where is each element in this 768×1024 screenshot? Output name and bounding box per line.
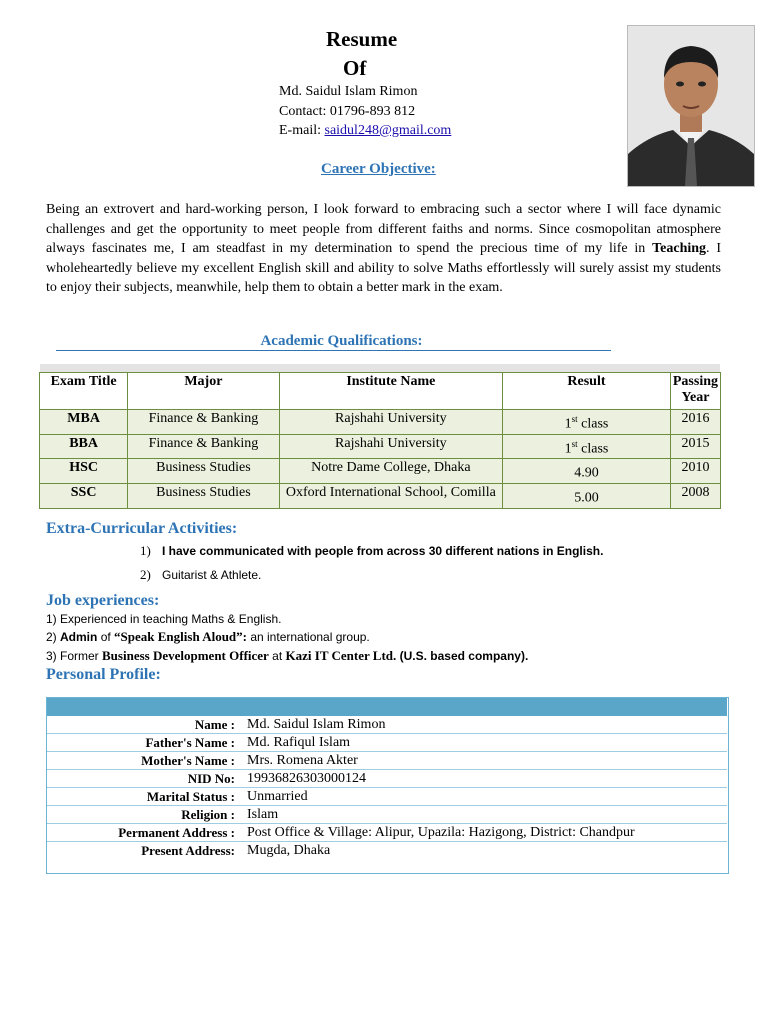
profile-label: Father's Name : [47, 734, 241, 752]
profile-value: Md. Saidul Islam Rimon [241, 716, 727, 734]
profile-label: Religion : [47, 806, 241, 824]
result-suffix: st [571, 438, 578, 449]
profile-label: NID No: [47, 770, 241, 788]
profile-value: Islam [241, 806, 727, 824]
job-line-2-of: of [97, 630, 115, 644]
result-class: class [577, 441, 609, 457]
academic-row [40, 410, 721, 435]
career-text-1: Being an extrovert and hard-working person, I look forward to embracing such a sector where I will face dynamic challenges and get the opportunity to meet people from different faiths and norms. Since cosmopolitan atmosphere always fascinates me, I am steadfast in my determination to spend the precious time of my life in [46, 202, 721, 256]
job-line-2-desc: an international group. [247, 630, 370, 644]
extra-curricular-heading: Extra-Curricular Activities: [46, 520, 238, 537]
career-objective-heading [320, 160, 435, 178]
job-line-2-org: “Speak English Aloud”: [114, 629, 247, 644]
profile-row [47, 788, 727, 806]
result-value: 1 [564, 441, 572, 457]
profile-value: Post Office & Village: Alipur, Upazila: Hazigong, District: Chandpur [241, 824, 727, 842]
resume-title-of: Of [343, 56, 367, 80]
email-link[interactable]: saidul248@gmail.com [324, 123, 452, 138]
job-line-3-at: at [268, 649, 286, 663]
academic-table-bar [40, 364, 720, 372]
col-result: Result [503, 373, 671, 410]
profile-row [47, 842, 727, 860]
job-line-3-company: Kazi IT Center Ltd. [285, 648, 397, 663]
academic-row [40, 459, 721, 484]
result-value: 1 [564, 416, 572, 432]
cell-institute: Rajshahi University [279, 410, 502, 435]
job-line-3-note: (U.S. based company). [396, 649, 529, 663]
job-line-1: 1) Experienced in teaching Maths & English. [46, 612, 282, 626]
cell-exam-title: HSC [40, 459, 128, 484]
cell-major: Finance & Banking [128, 434, 279, 459]
profile-value: 19936826303000124 [241, 770, 727, 788]
profile-label: Present Address: [141, 843, 235, 858]
profile-label: Permanent Address : [47, 824, 241, 842]
profile-value: Unmarried [241, 788, 727, 806]
career-text-2: . I wholeheartedly believe my excellent English skill and ability to solve Maths effortlessly will surely assist my students to enjoy their subjects, meanwhile, help them to obtain a better mark in the exam. [46, 241, 721, 295]
career-objective-heading-text: Career Objective: [321, 161, 436, 177]
personal-profile-header-bar [47, 698, 727, 716]
result-class: class [577, 416, 609, 432]
cell-institute: Notre Dame College, Dhaka [279, 459, 502, 484]
personal-profile-heading: Personal Profile: [46, 666, 161, 683]
cell-major: Finance & Banking [128, 410, 279, 435]
career-objective-paragraph [46, 200, 721, 298]
cell-exam-title: MBA [40, 410, 128, 435]
col-exam-title: Exam Title [40, 373, 128, 410]
job-line-2-role: Admin [60, 630, 98, 644]
cell-passing-year: 2016 [670, 410, 720, 435]
cell-major: Business Studies [128, 483, 279, 508]
academic-heading-text: Academic Qualifications: [260, 333, 423, 349]
result-suffix: st [571, 414, 578, 424]
profile-row [47, 752, 727, 770]
job-line-3-prefix: 3) Former [46, 649, 103, 663]
resume-title: Resume [326, 27, 398, 51]
contact-phone: Contact: 01796-893 812 [279, 104, 416, 119]
col-institute: Institute Name [279, 373, 502, 410]
academic-row [40, 483, 721, 508]
profile-row [47, 734, 727, 752]
job-line-3-role: Business Development Officer [102, 648, 269, 663]
result-value: 5.00 [574, 490, 599, 506]
col-passing-year: Passing Year [670, 373, 720, 410]
cell-major: Business Studies [128, 459, 279, 484]
extra-item-2-text: Guitarist & Athlete. [162, 568, 262, 582]
col-major: Major [128, 373, 279, 410]
cell-institute: Oxford International School, Comilla [279, 483, 502, 508]
extra-item-2-num: 2) [140, 567, 151, 582]
cell-passing-year: 2015 [670, 434, 720, 459]
personal-profile-table [47, 716, 727, 859]
cell-exam-title: BBA [40, 434, 128, 459]
academic-table [39, 372, 721, 509]
academic-row [40, 434, 721, 459]
cell-passing-year: 2008 [670, 483, 720, 508]
profile-label: Name : [47, 716, 241, 734]
contact-email-line [279, 123, 451, 139]
cell-institute: Rajshahi University [279, 434, 502, 459]
cell-result [503, 459, 671, 484]
profile-photo [627, 25, 755, 187]
extra-item-1 [140, 543, 603, 559]
email-label: E-mail: [279, 123, 325, 138]
profile-label: Marital Status : [47, 788, 241, 806]
extra-item-1-text: I have communicated with people from across 30 different nations in English. [162, 544, 604, 558]
cell-passing-year: 2010 [670, 459, 720, 484]
job-line-2-num: 2) [46, 630, 61, 644]
profile-value: Mugda, Dhaka [247, 843, 331, 858]
result-value: 4.90 [574, 465, 599, 481]
job-line-3 [46, 648, 528, 664]
extra-item-2 [140, 567, 261, 583]
academic-heading [56, 332, 611, 351]
cell-result [503, 410, 671, 435]
profile-label: Mother's Name : [47, 752, 241, 770]
job-experiences-heading: Job experiences: [46, 592, 160, 609]
profile-value: Mrs. Romena Akter [241, 752, 727, 770]
candidate-name: Md. Saidul Islam Rimon [279, 84, 418, 99]
profile-row [47, 716, 727, 734]
extra-item-1-num: 1) [140, 543, 151, 558]
profile-row [47, 806, 727, 824]
profile-value: Md. Rafiqul Islam [241, 734, 727, 752]
profile-row [47, 770, 727, 788]
cell-result [503, 483, 671, 508]
job-line-2 [46, 629, 370, 645]
cell-result [503, 434, 671, 459]
profile-row [47, 824, 727, 842]
cell-exam-title: SSC [40, 483, 128, 508]
career-text-bold: Teaching [652, 241, 707, 256]
